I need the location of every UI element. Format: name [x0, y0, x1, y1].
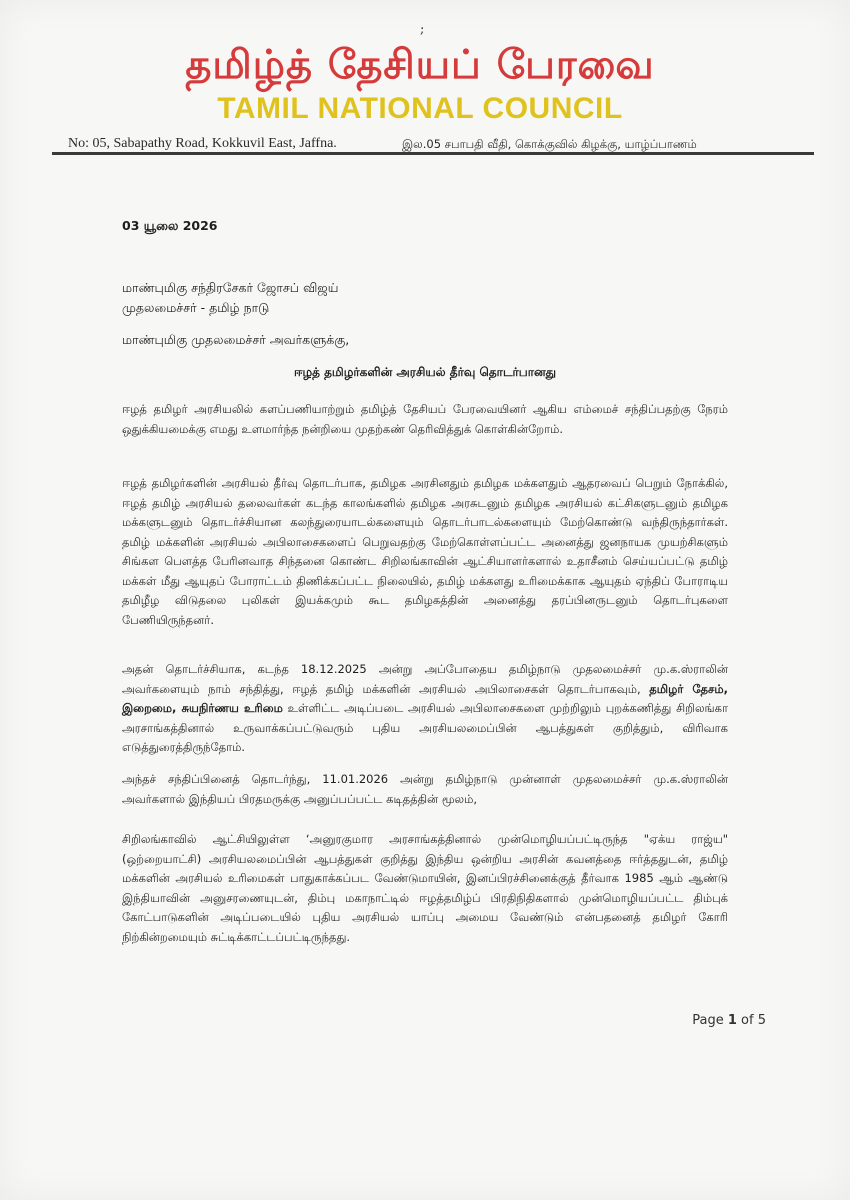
paragraph-3	[122, 660, 728, 758]
page-current: 1	[727, 1013, 737, 1028]
recipient-name: மாண்புமிகு சந்திரசேகர் ஜோசப் விஜய்	[122, 280, 339, 295]
letter-date: 03 யூலை 2026	[122, 218, 218, 233]
paragraph-1: ஈழத் தமிழர் அரசியலில் களப்பணியாற்றும் தமிழ்த் தேசியப் பேரவையினர் ஆகிய எம்மைச் சந்திப்பதற்கு நேரம் ஒதுக்கியமைக்கு எமது உளமார்ந்த நன்றியை முதற்கண் தெரிவித்துக் கொள்கின்றோம்.	[122, 402, 728, 436]
letterhead-divider	[52, 152, 814, 155]
page-total: 5	[757, 1013, 766, 1028]
paragraph-3-text-a: அதன் தொடர்ச்சியாக, கடந்த 18.12.2025 அன்று அப்போதைய தமிழ்நாடு முதலமைச்சர் மு.க.ஸ்ராலின் அவர்களையும் நாம் சந்தித்து, ஈழத் தமிழ் மக்களின் அரசியல் அபிலாசைகள் தொடர்பாகவும்,	[122, 662, 728, 696]
page-label: Page	[692, 1013, 724, 1028]
salutation: மாண்புமிகு முதலமைச்சர் அவர்களுக்கு,	[122, 332, 350, 347]
paragraph-4: அந்தச் சந்திப்பினைத் தொடர்ந்து, 11.01.2026 அன்று தமிழ்நாடு முன்னாள் முதலமைச்சர் மு.க.ஸ்ராலின் அவர்களால் இந்தியப் பிரதமருக்கு அனுப்பப்பட்ட கடிதத்தின் மூலம்,	[122, 772, 728, 806]
organization-name-tamil: தமிழ்த் தேசியப் பேரவை	[185, 42, 655, 88]
top-mark: ;	[420, 22, 425, 37]
address-english: No: 05, Sabapathy Road, Kokkuvil East, Jaffna.	[68, 136, 337, 151]
recipient-title: முதலமைச்சர் - தமிழ் நாடு	[122, 300, 270, 315]
paragraph-2: ஈழத் தமிழர்களின் அரசியல் தீர்வு தொடர்பாக, தமிழக அரசினதும் தமிழக மக்களதும் ஆதரவைப் பெறும் நோக்கில், ஈழத் தமிழ் அரசியல் தலைவர்கள் கடந்த காலங்களில் தமிழக அரசுடனும் தமிழக அரசியல் கட்சிகளுடனும் தமிழக மக்களுடனும் தொடர்ச்சியான கலந்துரையாடல்களையும் தொடர்பாடல்களையும் மேற்கொண்டு வந்திருந்தார்கள். தமிழ் மக்களின் அரசியல் அபிலாசைகளைப் பெறுவதற்கு மேற்கொள்ளப்பட்ட அனைத்து ஜனநாயக முயற்சிகளும் சிங்கள பௌத்த பேரினவாத சிந்தனை கொண்ட சிறிலங்காவின் ஆட்சியாளர்களால் உதாசீனம் செய்யப்பட்டு தமிழ் மக்கள் மீது ஆயுதப் போராட்டம் திணிக்கப்பட்ட நிலையில், தமிழ் மக்களது உரிமைக்காக ஆயுதம் ஏந்திப் போராடிய தமிழீழ விடுதலை புலிகள் இயக்கமும் கூட தமிழகத்தின் அனைத்து தரப்பினருடனும் தொடர்புகளை பேணியிருந்தனர்.	[122, 476, 728, 627]
page-number	[692, 1013, 766, 1028]
paragraph-3-text-b: உள்ளிட்ட அடிப்படை அரசியல் அபிலாசைகளை முற்றிலும் புறக்கணித்து சிறிலங்கா அரசாங்கத்தினால் உருவாக்கப்பட்டுவரும் புதிய அரசியலமைப்பின் ஆபத்துகள் குறித்தும், விரிவாக எடுத்துரைத்திருந்தோம்.	[122, 701, 728, 754]
organization-name-english: TAMIL NATIONAL COUNCIL	[217, 92, 623, 125]
paragraph-3-emphasis: தமிழர் தேசம், இறைமை, சுயநிர்ணய உரிமை	[122, 681, 728, 715]
letter-subject: ஈழத் தமிழர்களின் அரசியல் தீர்வு தொடர்பானது	[293, 365, 557, 379]
page-of: of	[741, 1013, 754, 1028]
recipient-block	[122, 278, 338, 318]
address-tamil: இல.05 சபாபதி வீதி, கொக்குவில் கிழக்கு, யாழ்ப்பாணம்	[402, 137, 697, 151]
paragraph-5: சிறிலங்காவில் ஆட்சியிலுள்ள ‘அனுரகுமார அரசாங்கத்தினால் முன்மொழியப்பட்டிருந்த "ஏக்ய ராஜ்ய" (ஒற்றையாட்சி) அரசியலமைப்பின் ஆபத்துகள் குறித்து இந்திய ஒன்றிய அரசின் கவனத்தை ஈர்த்ததுடன், தமிழ் மக்களின் அரசியல் உரிமைகள் பாதுகாக்கப்பட வேண்டுமாயின், இனப்பிரச்சினைக்குத் தீர்வாக 1985 ஆம் ஆண்டு இந்தியாவின் அனுசரணையுடன், திம்பு மகாநாட்டில் ஈழத்தமிழ்ப் பிரதிநிதிகளால் முன்மொழியப்பட்ட திம்புக் கோட்பாடுகளின் அடிப்படையில் புதிய அரசியல் யாப்பு அமைய வேண்டும் என்பதனைத் தமிழர் கோரி நிற்கின்றமையும் சுட்டிக்காட்டப்பட்டிருந்தது.	[122, 832, 728, 944]
